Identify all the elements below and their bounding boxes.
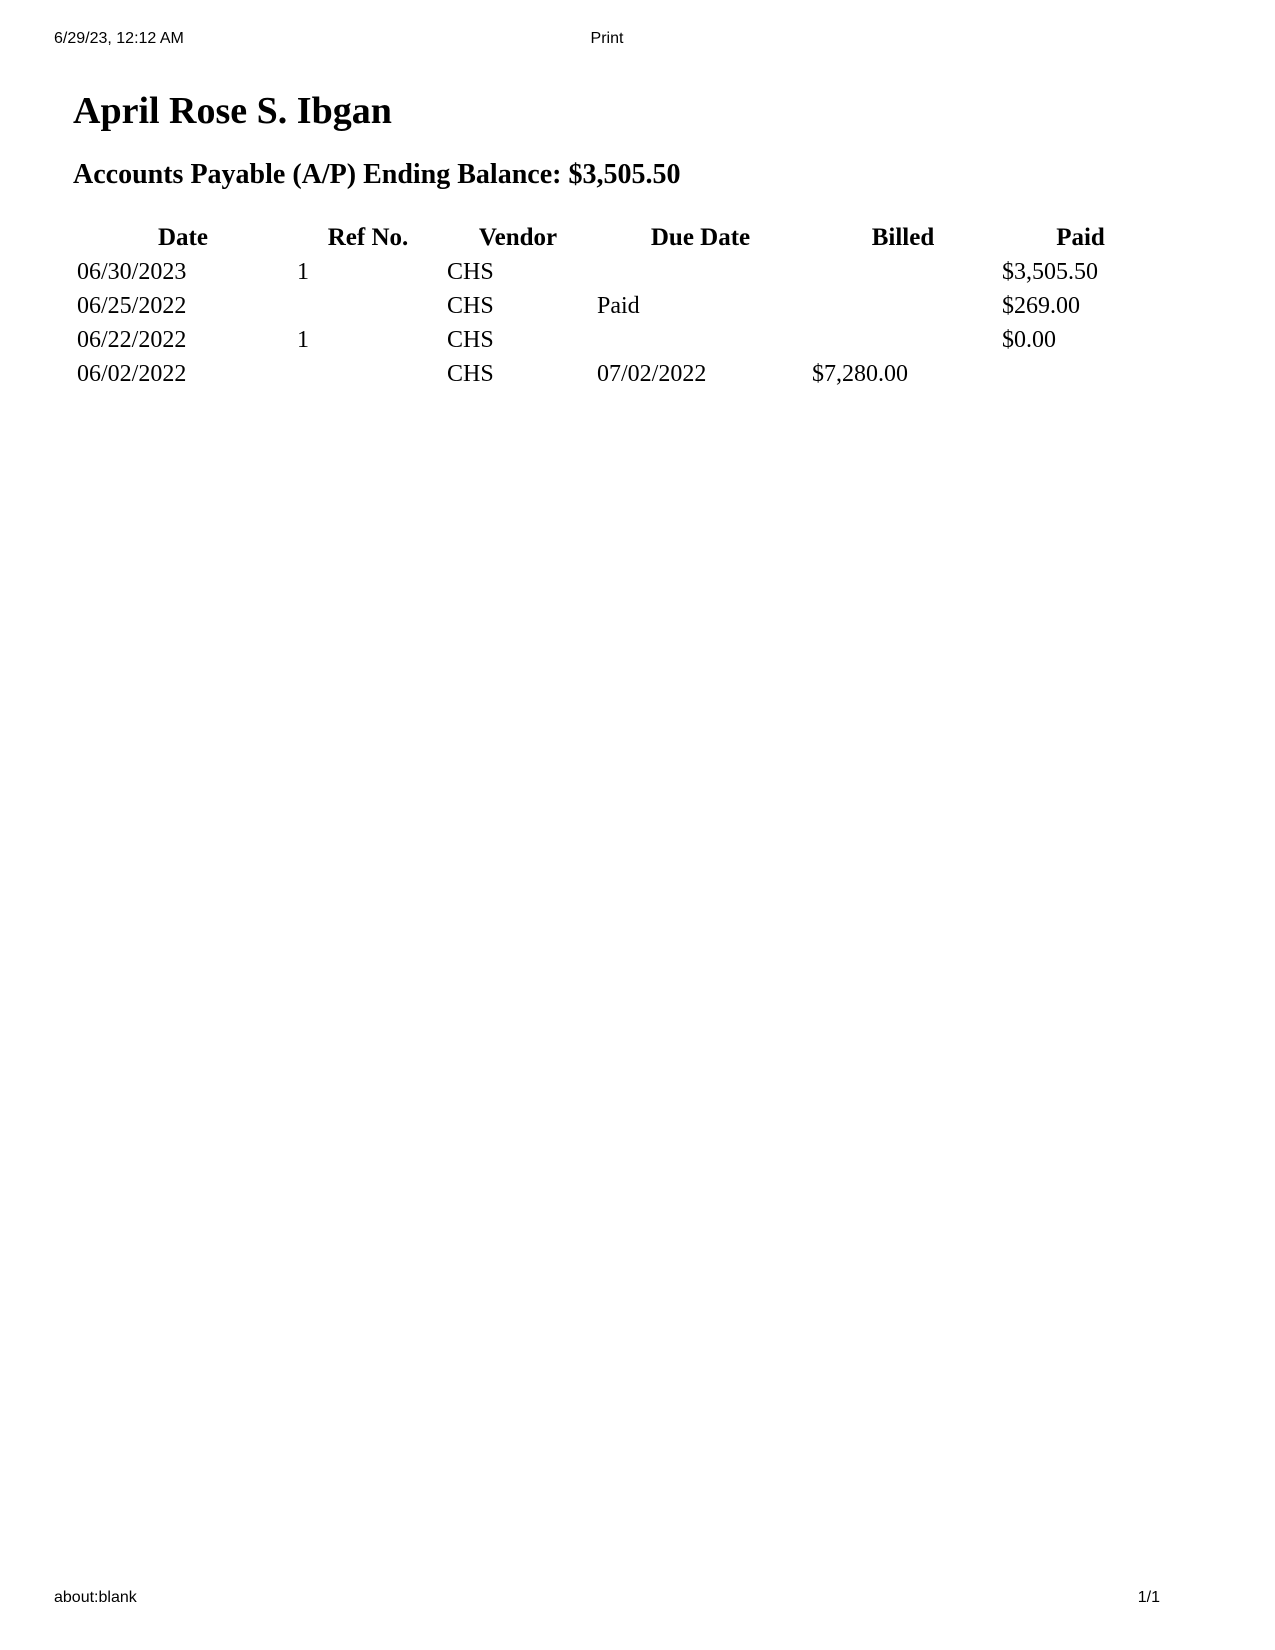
cell-paid: $3,505.50 bbox=[1002, 259, 1098, 285]
table-row bbox=[73, 255, 1163, 289]
cell-due-date bbox=[593, 323, 808, 357]
cell-billed bbox=[808, 323, 998, 357]
report-content bbox=[73, 85, 1183, 391]
cell-due-date: Paid bbox=[597, 293, 640, 319]
print-header bbox=[54, 30, 1160, 52]
column-header-due-date: Due Date bbox=[650, 224, 751, 251]
cell-billed bbox=[808, 255, 998, 289]
print-url: about:blank bbox=[54, 1589, 137, 1606]
print-datetime: 6/29/23, 12:12 AM bbox=[54, 30, 184, 47]
cell-paid bbox=[998, 357, 1163, 391]
cell-due-date: 07/02/2022 bbox=[597, 361, 707, 387]
table-row bbox=[73, 323, 1163, 357]
cell-vendor: CHS bbox=[447, 259, 494, 285]
cell-paid: $269.00 bbox=[1002, 293, 1080, 319]
column-header-ref-no: Ref No. bbox=[327, 224, 409, 251]
column-header-billed: Billed bbox=[871, 224, 935, 251]
cell-vendor: CHS bbox=[447, 327, 494, 353]
cell-date: 06/22/2022 bbox=[77, 327, 187, 353]
cell-date: 06/30/2023 bbox=[77, 259, 187, 285]
cell-billed bbox=[808, 289, 998, 323]
print-footer bbox=[54, 1589, 1160, 1611]
table-row bbox=[73, 289, 1163, 323]
cell-vendor: CHS bbox=[447, 293, 494, 319]
cell-billed: $7,280.00 bbox=[812, 361, 908, 387]
column-header-date: Date bbox=[158, 224, 208, 251]
cell-ref-no: 1 bbox=[297, 259, 309, 285]
cell-ref-no bbox=[293, 357, 443, 391]
ledger-header-row bbox=[73, 221, 1163, 255]
ledger-table bbox=[73, 221, 1163, 391]
cell-paid: $0.00 bbox=[1002, 327, 1056, 353]
table-row bbox=[73, 357, 1163, 391]
cell-ref-no: 1 bbox=[297, 327, 309, 353]
print-title: Print bbox=[590, 30, 624, 47]
cell-due-date bbox=[593, 255, 808, 289]
column-header-paid: Paid bbox=[1056, 224, 1105, 251]
column-header-vendor: Vendor bbox=[478, 224, 558, 251]
ending-balance-heading: Accounts Payable (A/P) Ending Balance: $3,505.50 bbox=[73, 159, 681, 190]
cell-date: 06/25/2022 bbox=[77, 293, 187, 319]
page-number: 1/1 bbox=[1137, 1589, 1160, 1606]
cell-vendor: CHS bbox=[447, 361, 494, 387]
cell-ref-no bbox=[293, 289, 443, 323]
owner-name: April Rose S. Ibgan bbox=[73, 90, 392, 132]
cell-date: 06/02/2022 bbox=[77, 361, 187, 387]
